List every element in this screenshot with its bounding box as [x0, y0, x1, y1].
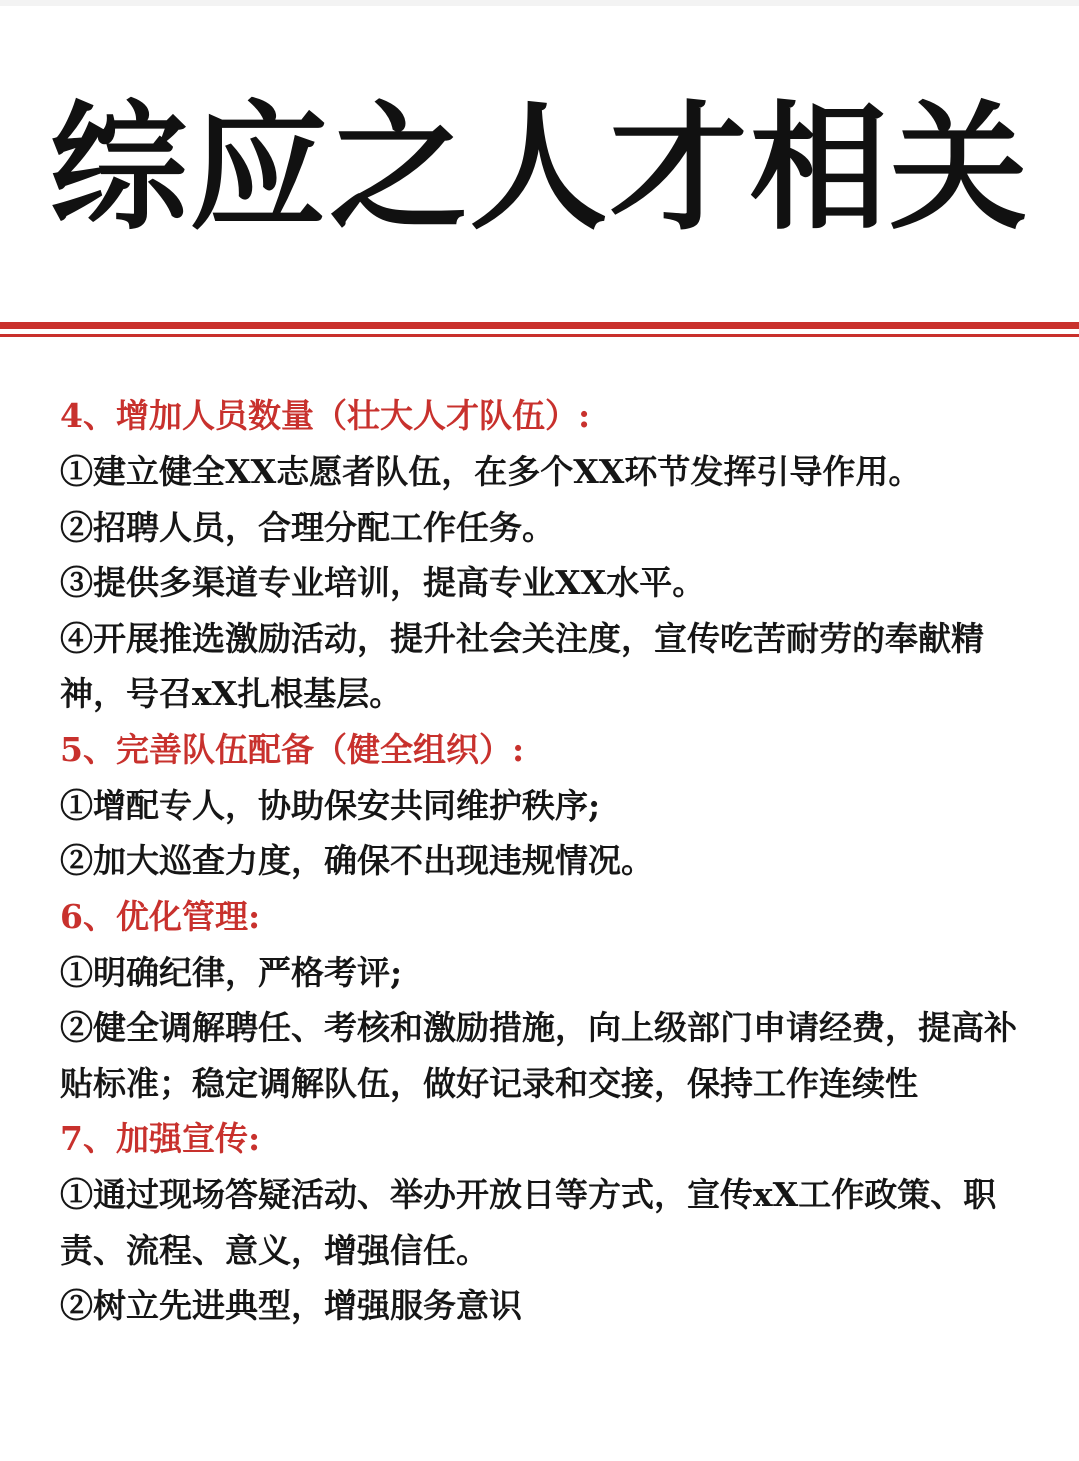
list-item: ②加大巡查力度，确保不出现违规情况。	[60, 841, 654, 880]
list-item: ②树立先进典型，增强服务意识	[60, 1286, 522, 1325]
list-item: ①建立健全XX志愿者队伍，在多个XX环节发挥引导作用。	[60, 452, 922, 491]
page-title: 综应之人才相关	[49, 86, 1030, 249]
section-heading: 6、优化管理:	[60, 896, 261, 936]
list-item: ①增配专人，协助保安共同维护秩序;	[60, 785, 601, 825]
list-item: ②招聘人员，合理分配工作任务。	[60, 507, 555, 547]
section-heading: 7、加强宣传:	[60, 1119, 261, 1158]
list-item: ①明确纪律，严格考评;	[60, 952, 403, 992]
list-item: ②健全调解聘任、考核和激励措施，向上级部门申请经费，提高补贴标准；稳定调解队伍，做好记录和交接，保持工作连续性	[60, 1008, 1017, 1103]
top-shade	[0, 0, 1079, 6]
section-heading: 5、完善队伍配备（健全组织）:	[60, 729, 525, 769]
list-item: ③提供多渠道专业培训，提高专业XX水平。	[60, 563, 706, 602]
list-item: ①通过现场答疑活动、举办开放日等方式，宣传xX工作政策、职责、流程、意义，增强信任。	[60, 1175, 997, 1270]
section-6	[60, 889, 1020, 1112]
section-4	[60, 388, 1020, 722]
section-heading: 4、增加人员数量（壮大人才队伍）:	[60, 396, 591, 435]
section-5	[60, 722, 1020, 889]
content	[60, 388, 1020, 1334]
title-divider-thick	[0, 322, 1079, 329]
list-item: ④开展推选激励活动，提升社会关注度，宣传吃苦耐劳的奉献精神，号召xX扎根基层。	[60, 618, 984, 713]
title-divider-thin	[0, 334, 1079, 337]
section-7	[60, 1111, 1020, 1334]
